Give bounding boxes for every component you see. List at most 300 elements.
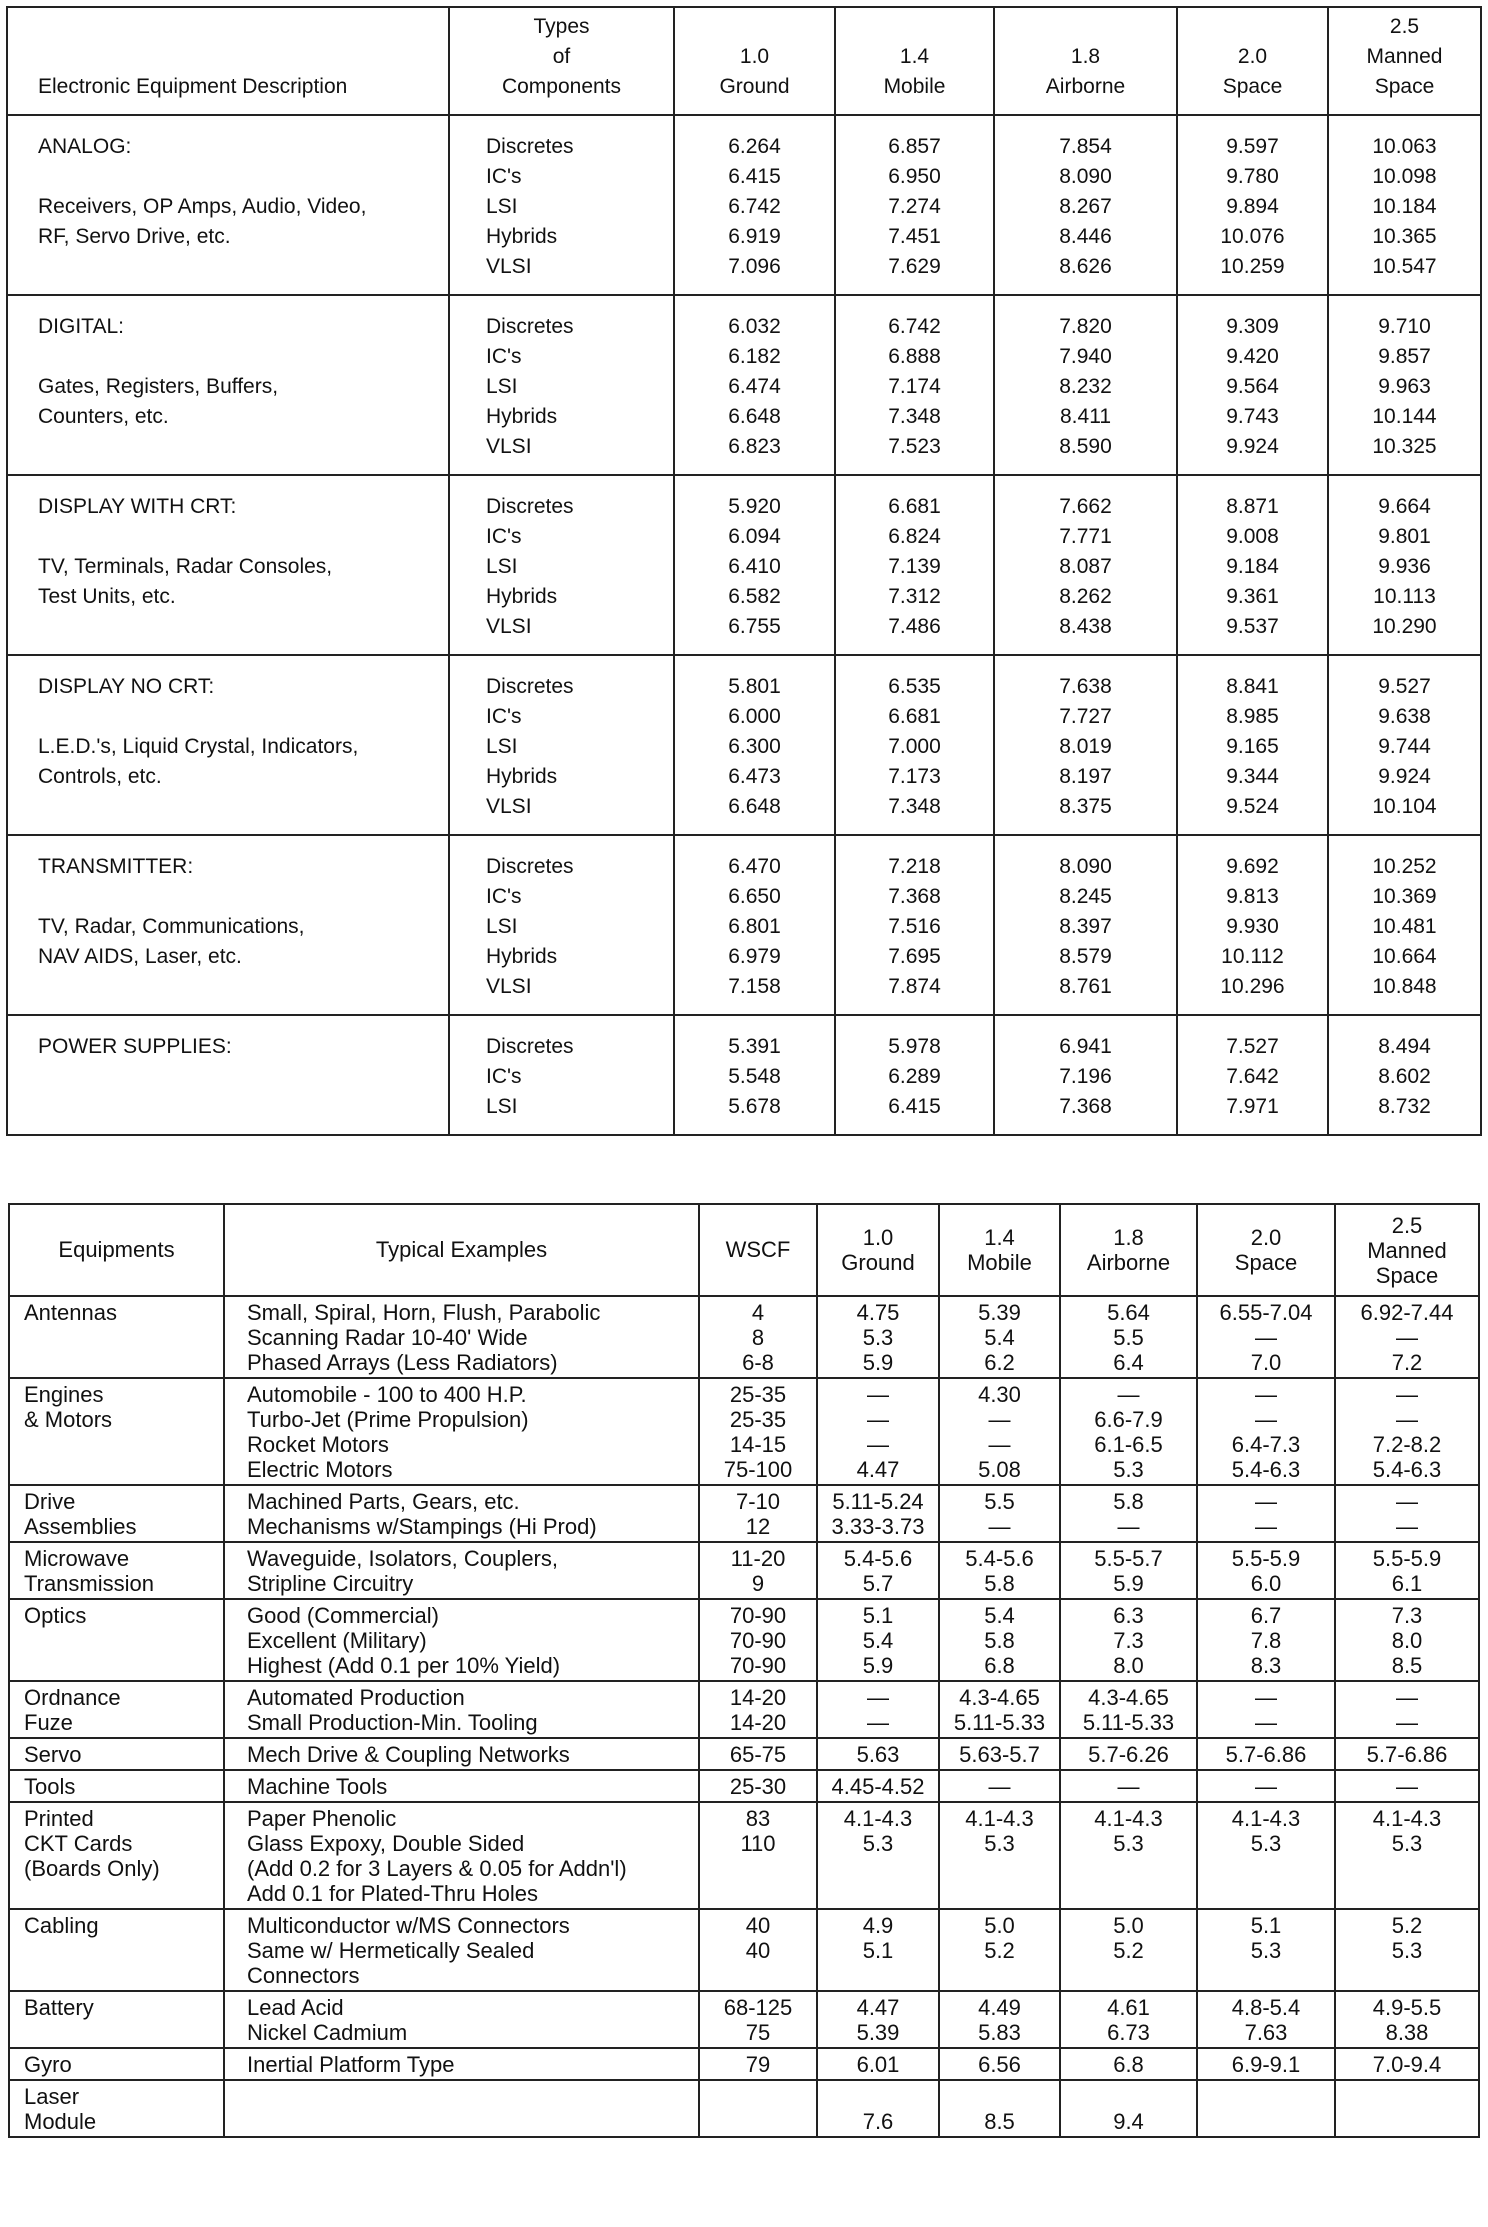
space-value (1198, 1881, 1334, 1906)
airborne-value-cell (1060, 1681, 1197, 1738)
section-title: ANALOG: (38, 135, 132, 158)
mobile-value: 7.312 (888, 585, 941, 608)
component-type: Discretes (486, 135, 574, 158)
mobile-value: 6.56 (978, 2052, 1021, 2077)
equipment-name-cell (9, 1542, 224, 1599)
section-title: DISPLAY NO CRT: (38, 675, 215, 698)
mobile-value: 6.289 (888, 1065, 941, 1088)
space-value: 10.296 (1220, 975, 1285, 998)
equipment-row (9, 1802, 1479, 1909)
space-value: 5.3 (1250, 1938, 1282, 1963)
wscf-value: 7-10 (735, 1489, 781, 1514)
component-type: Hybrids (486, 405, 558, 428)
manned-space-value-cell (1328, 1015, 1481, 1135)
airborne-value: 8.590 (1059, 435, 1112, 458)
airborne-value: 8.197 (1059, 765, 1112, 788)
mobile-value: 7.000 (888, 735, 941, 758)
mobile-value: 5.8 (984, 1628, 1015, 1653)
airborne-value (1061, 1856, 1196, 1881)
space-value: 6.4-7.3 (1231, 1432, 1301, 1457)
airborne-value: — (1117, 1382, 1140, 1407)
mobile-value: 7.486 (888, 615, 941, 638)
space-value-cell (1177, 115, 1328, 295)
component-type: IC's (486, 885, 522, 908)
airborne-value-cell (994, 655, 1177, 835)
manned-space-value-cell (1335, 1485, 1479, 1542)
airborne-value: 7.662 (1059, 495, 1112, 518)
mobile-value-cell (939, 1485, 1060, 1542)
section-examples-line2: Test Units, etc. (38, 585, 176, 608)
wscf-value: 14-20 (729, 1685, 787, 1710)
manned-space-value: 10.104 (1372, 795, 1437, 818)
spacer (1061, 2084, 1196, 2109)
ground-value: 3.33-3.73 (831, 1514, 925, 1539)
equipment-name: Gyro (24, 2052, 72, 2077)
spacer (1336, 2084, 1478, 2109)
ground-value-cell (817, 1542, 939, 1599)
space-value (1198, 1963, 1334, 1988)
equipment-row (9, 1681, 1479, 1738)
mobile-value: 6.535 (888, 675, 941, 698)
ground-value: 4.9 (862, 1913, 894, 1938)
mobile-value-cell (939, 1738, 1060, 1770)
mobile-value-cell (835, 115, 994, 295)
equipment-name: (Boards Only) (24, 1856, 160, 1881)
ground-value: 7.6 (862, 2109, 894, 2134)
ground-value: 5.4-5.6 (843, 1546, 913, 1571)
mobile-value: 4.30 (978, 1382, 1021, 1407)
example: Same w/ Hermetically Sealed (247, 1938, 535, 1963)
mobile-value: — (988, 1774, 1011, 1799)
component-type: Discretes (486, 315, 574, 338)
wscf-value: 70-90 (729, 1653, 787, 1678)
space-value: 9.780 (1226, 165, 1279, 188)
space-value-cell (1177, 475, 1328, 655)
airborne-value: — (1117, 1774, 1140, 1799)
ground-value: 4.45-4.52 (831, 1774, 925, 1799)
example: Automated Production (247, 1685, 465, 1710)
mobile-value: 7.629 (888, 255, 941, 278)
ground-value: 6.264 (728, 135, 781, 158)
example: Inertial Platform Type (247, 2052, 455, 2077)
header-space-factor: 2.0 (1237, 45, 1268, 68)
ground-value-cell (817, 1296, 939, 1378)
space-value: 9.309 (1226, 315, 1279, 338)
airborne-value: 8.397 (1059, 915, 1112, 938)
space-value: 6.9-9.1 (1231, 2052, 1301, 2077)
equipment-name: Tools (24, 1774, 76, 1799)
manned-space-value: 5.5-5.9 (1372, 1546, 1442, 1571)
airborne-value-cell (1060, 1542, 1197, 1599)
mobile-value: 5.3 (984, 1831, 1015, 1856)
mobile-value: — (988, 1407, 1011, 1432)
mobile-value-cell (835, 655, 994, 835)
manned-space-value: 8.494 (1378, 1035, 1431, 1058)
header-manned-label2: Space (1375, 1262, 1439, 1288)
section-description (7, 655, 449, 835)
example: Rocket Motors (247, 1432, 389, 1457)
airborne-value: 7.727 (1059, 705, 1112, 728)
manned-space-value: 9.801 (1378, 525, 1431, 548)
ground-value: 5.1 (862, 1603, 894, 1628)
space-value: 10.112 (1221, 945, 1284, 968)
ground-value (818, 1881, 938, 1906)
wscf-value: 79 (745, 2052, 771, 2077)
manned-space-value-cell (1335, 1738, 1479, 1770)
manned-space-value (1336, 2109, 1478, 2134)
ground-value-cell (817, 1378, 939, 1485)
header-wscf: WSCF (699, 1204, 817, 1296)
wscf-value-cell (699, 2048, 817, 2080)
space-value: 9.894 (1226, 195, 1279, 218)
airborne-value: 5.11-5.33 (1082, 1710, 1175, 1735)
airborne-value: 5.8 (1113, 1489, 1144, 1514)
airborne-value: 8.626 (1059, 255, 1112, 278)
airborne-value-cell (994, 1015, 1177, 1135)
airborne-value: 8.090 (1059, 855, 1112, 878)
example-cell (224, 1738, 699, 1770)
environmental-factors-table (6, 6, 1482, 1136)
ground-value: 5.63 (856, 1742, 900, 1767)
mobile-value-cell (939, 2048, 1060, 2080)
example-cell (224, 1378, 699, 1485)
header-ground (674, 7, 835, 115)
ground-value: 6.650 (728, 885, 781, 908)
space-value: 9.165 (1226, 735, 1279, 758)
manned-space-value: 6.1 (1391, 1571, 1423, 1596)
mobile-value: 5.4 (984, 1325, 1015, 1350)
space-value: 7.8 (1250, 1628, 1282, 1653)
space-value-cell (1177, 655, 1328, 835)
manned-space-value: 8.732 (1378, 1095, 1431, 1118)
component-type: IC's (486, 525, 522, 548)
airborne-value: — (1117, 1514, 1140, 1539)
manned-space-value-cell (1335, 2080, 1479, 2137)
airborne-value: 4.61 (1107, 1995, 1150, 2020)
equipment-row (9, 1378, 1479, 1485)
ground-value-cell (817, 1802, 939, 1909)
equipment-name: Battery (24, 1995, 94, 2020)
ground-value-cell (817, 1738, 939, 1770)
equipment-name-cell (9, 1485, 224, 1542)
space-value: 9.524 (1226, 795, 1279, 818)
component-type: Discretes (486, 495, 574, 518)
manned-space-value: 7.2 (1391, 1350, 1423, 1375)
mobile-value: 6.415 (888, 1095, 941, 1118)
section-title: TRANSMITTER: (38, 855, 194, 878)
mobile-value-cell (939, 1770, 1060, 1802)
space-value-cell (1177, 1015, 1328, 1135)
ground-value-cell (817, 2080, 939, 2137)
ground-value: — (867, 1407, 889, 1432)
ground-value: 6.742 (728, 195, 781, 218)
airborne-value: 7.820 (1059, 315, 1112, 338)
component-type: Discretes (486, 675, 574, 698)
component-type: IC's (486, 345, 522, 368)
ground-value: 5.3 (862, 1325, 894, 1350)
manned-space-value: 7.0-9.4 (1372, 2052, 1442, 2077)
example: Add 0.1 for Plated-Thru Holes (247, 1881, 539, 1906)
ground-value: 5.920 (728, 495, 781, 518)
mobile-value: 7.173 (888, 765, 941, 788)
space-value-cell (1197, 1296, 1335, 1378)
airborne-value: 6.6-7.9 (1094, 1407, 1163, 1432)
example: Machined Parts, Gears, etc. (247, 1489, 520, 1514)
ground-value: 6.182 (728, 345, 781, 368)
mobile-value: 6.681 (888, 495, 941, 518)
manned-space-value: 9.963 (1378, 375, 1431, 398)
example: (Add 0.2 for 3 Layers & 0.05 for Addn'l) (247, 1856, 627, 1881)
manned-space-value: 7.2-8.2 (1372, 1432, 1442, 1457)
airborne-value: 8.232 (1059, 375, 1112, 398)
header-types-line3: Components (501, 75, 622, 98)
component-type: LSI (486, 555, 518, 578)
space-value: 9.813 (1226, 885, 1279, 908)
mobile-value: 6.824 (888, 525, 941, 548)
ground-value: 6.094 (728, 525, 781, 548)
manned-space-value: — (1396, 1774, 1418, 1799)
section-row (7, 115, 1481, 295)
equipment-name: Assemblies (24, 1514, 137, 1539)
mobile-value: 8.5 (984, 2109, 1015, 2134)
wscf-value: 65-75 (729, 1742, 787, 1767)
header-airborne (994, 7, 1177, 115)
header-manned-factor: 2.5 (1391, 1212, 1423, 1238)
wscf-value: 9 (751, 1571, 765, 1596)
airborne-value: 8.411 (1060, 405, 1111, 428)
ground-value: 4.75 (856, 1300, 900, 1325)
space-value: — (1255, 1774, 1277, 1799)
ground-value: 6.473 (728, 765, 781, 788)
ground-value: 6.410 (728, 555, 781, 578)
header-types-line1: Types (533, 15, 590, 38)
airborne-value-cell (1060, 1770, 1197, 1802)
equipment-name: Cabling (24, 1913, 99, 1938)
manned-space-value-cell (1328, 295, 1481, 475)
header-airborne-label: Airborne (1086, 1250, 1171, 1275)
manned-space-value: 5.3 (1391, 1938, 1423, 1963)
manned-space-value: 4.1-4.3 (1372, 1806, 1442, 1831)
manned-space-value: — (1396, 1685, 1418, 1710)
header-manned-label2: Space (1374, 75, 1435, 98)
example: Connectors (247, 1963, 360, 1988)
section-description (7, 115, 449, 295)
mobile-value: 7.368 (888, 885, 941, 908)
mobile-value-cell (939, 1681, 1060, 1738)
space-value-cell (1197, 1738, 1335, 1770)
spacer (247, 2109, 698, 2134)
spacer (818, 2084, 938, 2109)
manned-space-value-cell (1335, 1599, 1479, 1681)
mobile-value: 6.681 (888, 705, 941, 728)
space-value: 8.841 (1226, 675, 1279, 698)
airborne-value: 7.368 (1059, 1095, 1112, 1118)
manned-space-value: 9.744 (1378, 735, 1431, 758)
ground-value: 6.755 (728, 615, 781, 638)
equipment-name-cell (9, 2048, 224, 2080)
ground-value-cell (674, 835, 835, 1015)
wscf-value-cell (699, 1599, 817, 1681)
equipment-name: Module (24, 2109, 97, 2134)
example: Multiconductor w/MS Connectors (247, 1913, 570, 1938)
spacer (38, 702, 448, 732)
table2-body (9, 1296, 1479, 2137)
airborne-value: 7.638 (1059, 675, 1112, 698)
table2-header (9, 1204, 1479, 1296)
airborne-value-cell (1060, 2048, 1197, 2080)
space-value-cell (1177, 835, 1328, 1015)
equipment-name: Microwave (24, 1546, 130, 1571)
header-space-factor: 2.0 (1250, 1225, 1282, 1250)
space-value: — (1255, 1514, 1277, 1539)
manned-space-value: 10.848 (1372, 975, 1437, 998)
mobile-value: 6.857 (888, 135, 941, 158)
ground-value-cell (674, 475, 835, 655)
airborne-value: 7.196 (1059, 1065, 1112, 1088)
mobile-value-cell (939, 1378, 1060, 1485)
example: Stripline Circuitry (247, 1571, 414, 1596)
equipment-row (9, 1909, 1479, 1991)
mechanical-equipment-table (8, 1203, 1480, 2138)
section-row (7, 1015, 1481, 1135)
mobile-value-cell (835, 295, 994, 475)
ground-value: 4.1-4.3 (843, 1806, 913, 1831)
header-ground-label: Ground (841, 1250, 915, 1275)
equipment-name-cell (9, 1378, 224, 1485)
space-value: 9.564 (1226, 375, 1279, 398)
airborne-value-cell (1060, 1909, 1197, 1991)
mobile-value-cell (835, 835, 994, 1015)
component-type: LSI (486, 1095, 518, 1118)
manned-space-value-cell (1335, 1296, 1479, 1378)
example: Scanning Radar 10-40' Wide (247, 1325, 528, 1350)
ground-value: 6.300 (728, 735, 781, 758)
wscf-value-cell (699, 1738, 817, 1770)
mobile-value: 4.1-4.3 (965, 1806, 1034, 1831)
wscf-value (700, 1881, 816, 1906)
component-type-cell (449, 835, 674, 1015)
space-value: — (1255, 1685, 1277, 1710)
ground-value-cell (674, 295, 835, 475)
wscf-value: 25-30 (729, 1774, 787, 1799)
section-examples-line2: NAV AIDS, Laser, etc. (38, 945, 242, 968)
airborne-value: 8.446 (1059, 225, 1112, 248)
wscf-value: 14-20 (729, 1710, 787, 1735)
ground-value: 7.158 (728, 975, 781, 998)
airborne-value: 6.941 (1059, 1035, 1112, 1058)
section-description (7, 475, 449, 655)
wscf-value: 75-100 (723, 1457, 793, 1482)
header-space-label: Space (1234, 1250, 1298, 1275)
equipment-row (9, 1770, 1479, 1802)
section-description (7, 295, 449, 475)
manned-space-value: — (1396, 1489, 1418, 1514)
mobile-value-cell (939, 1542, 1060, 1599)
manned-space-value (1336, 1963, 1478, 1988)
header-typical-examples: Typical Examples (224, 1204, 699, 1296)
section-examples-line2: Controls, etc. (38, 765, 162, 788)
space-value: 5.4-6.3 (1231, 1457, 1301, 1482)
ground-value-cell (817, 1991, 939, 2048)
mobile-value-cell (835, 475, 994, 655)
manned-space-value: 10.369 (1372, 885, 1437, 908)
space-value: 5.5-5.9 (1231, 1546, 1301, 1571)
ground-value: — (867, 1685, 889, 1710)
airborne-value: 7.940 (1059, 345, 1112, 368)
airborne-value: 6.3 (1113, 1603, 1144, 1628)
airborne-value: 8.087 (1059, 555, 1112, 578)
wscf-value (700, 1856, 816, 1881)
component-type: Discretes (486, 1035, 574, 1058)
manned-space-value: 9.924 (1378, 765, 1431, 788)
header-mobile-label: Mobile (967, 1250, 1032, 1275)
ground-value: 5.11-5.24 (832, 1489, 924, 1514)
space-value: 6.7 (1250, 1603, 1282, 1628)
manned-space-value: 6.92-7.44 (1360, 1300, 1454, 1325)
equipment-name: Drive (24, 1489, 76, 1514)
mobile-value: 5.4-5.6 (965, 1546, 1034, 1571)
ground-value (818, 1963, 938, 1988)
mobile-value-cell (939, 1296, 1060, 1378)
ground-value: 6.919 (728, 225, 781, 248)
mobile-value: 6.950 (888, 165, 941, 188)
space-value-cell (1197, 1485, 1335, 1542)
space-value-cell (1197, 1909, 1335, 1991)
space-value: 8.871 (1226, 495, 1279, 518)
wscf-value-cell (699, 2080, 817, 2137)
section-row (7, 835, 1481, 1015)
mobile-value (940, 1856, 1059, 1881)
manned-space-value: — (1396, 1514, 1418, 1539)
airborne-value-cell (1060, 1378, 1197, 1485)
mobile-value: 7.348 (888, 795, 941, 818)
ground-value: 5.548 (728, 1065, 781, 1088)
ground-value: 6.801 (728, 915, 781, 938)
manned-space-value: 4.9-5.5 (1372, 1995, 1442, 2020)
ground-value: 6.470 (728, 855, 781, 878)
equipment-name-cell (9, 1599, 224, 1681)
header-manned-space (1335, 1204, 1479, 1296)
header-airborne (1060, 1204, 1197, 1296)
component-type: LSI (486, 915, 518, 938)
header-mobile-factor: 1.4 (984, 1225, 1015, 1250)
example: Mechanisms w/Stampings (Hi Prod) (247, 1514, 597, 1539)
manned-space-value: 9.638 (1378, 705, 1431, 728)
component-type: VLSI (486, 435, 532, 458)
spacer (1198, 2084, 1334, 2109)
airborne-value-cell (994, 835, 1177, 1015)
header-ground-factor: 1.0 (739, 45, 770, 68)
mobile-value-cell (835, 1015, 994, 1135)
component-type: VLSI (486, 975, 532, 998)
ground-value: 6.582 (728, 585, 781, 608)
header-airborne-factor: 1.8 (1113, 1225, 1144, 1250)
mobile-value: 7.874 (888, 975, 941, 998)
wscf-value-cell (699, 1802, 817, 1909)
ground-value: 6.000 (728, 705, 781, 728)
spacer (38, 162, 448, 192)
wscf-value (700, 1963, 816, 1988)
airborne-value: 8.245 (1059, 885, 1112, 908)
manned-space-value: 10.252 (1372, 855, 1437, 878)
example: Highest (Add 0.1 per 10% Yield) (247, 1653, 561, 1678)
component-type: Hybrids (486, 765, 558, 788)
ground-value: 6.979 (728, 945, 781, 968)
wscf-value-cell (699, 1909, 817, 1991)
mobile-value: — (988, 1432, 1011, 1457)
ground-value: 5.7 (862, 1571, 894, 1596)
wscf-value-cell (699, 1296, 817, 1378)
